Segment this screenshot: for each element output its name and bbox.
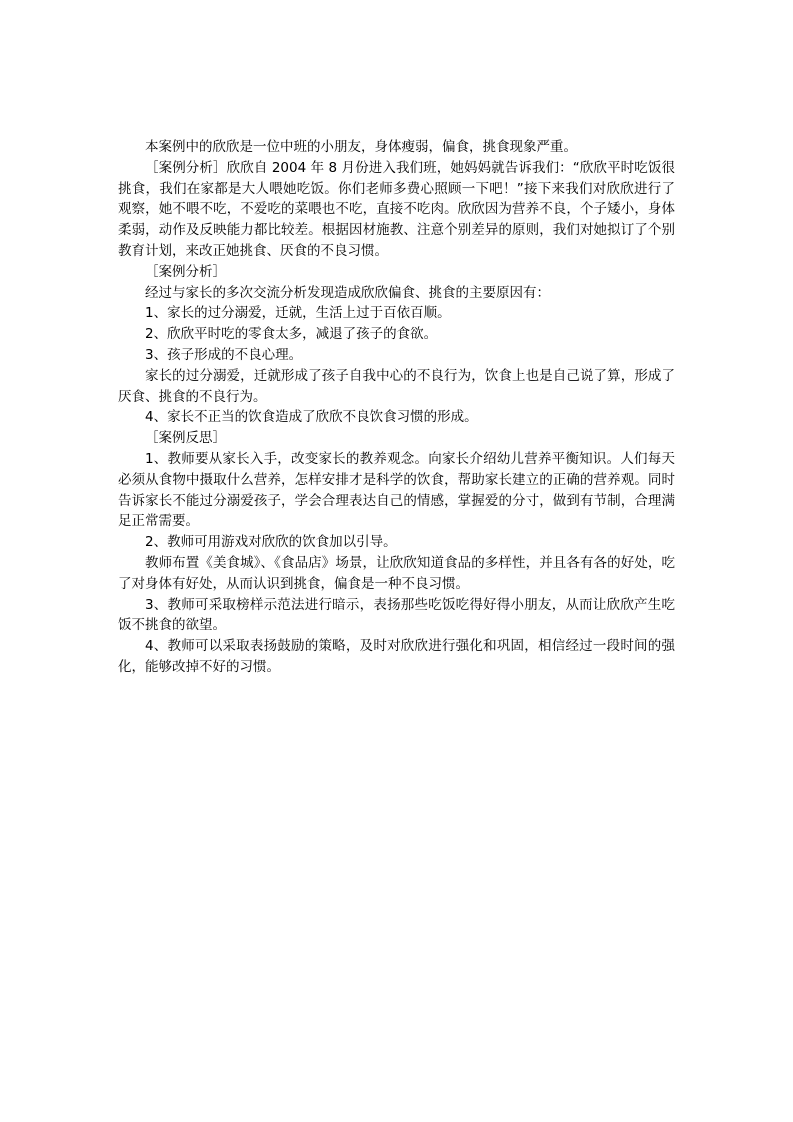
paragraph-case-background: ［案例分析］欣欣自 2004 年 8 月份进入我们班，她妈妈就告诉我们：“欣欣平时吃饭很挑食，我们在家都是大人喂她吃饭。你们老师多费心照顾一下吧！”接下来我们对欣欣进行了观察，她不喂不吃，不爱吃的菜喂也不吃，直接不吃肉。欣欣因为营养不良，个子矮小，身体柔弱，动作及反映能力都比较差。根据因材施教、注意个别差异的原则，我们对她拟订了个别教育计划，来改正她挑食、厌食的不良习惯。 <box>118 159 675 259</box>
paragraph-intro: 本案例中的欣欣是一位中班的小朋友，身体瘦弱，偏食，挑食现象严重。 <box>145 139 577 155</box>
list-item-reason-4: 4、家长不正当的饮食造成了欣欣不良饮食习惯的形成。 <box>145 409 478 426</box>
paragraph-game-setting: 教师布置《美食城》、《食品店》场景，让欣欣知道食品的多样性，并且各有各的好处，吃了对身体有好处，从而认识到挑食，偏食是一种不良习惯。 <box>118 554 675 592</box>
list-item-reason-3: 3、孩子形成的不良心理。 <box>145 346 303 363</box>
paragraph-reason-explanation: 家长的过分溺爱，迁就形成了孩子自我中心的不良行为，饮食上也是自己说了算，形成了厌食、挑食的不良行为。 <box>118 367 675 405</box>
list-item-reflection-3: 3、教师可采取榜样示范法进行暗示，表扬那些吃饭吃得好得小朋友，从而让欣欣产生吃饭不挑食的欲望。 <box>118 596 675 634</box>
document-body <box>118 137 675 678</box>
heading-case-analysis: ［案例分析］ <box>145 263 226 280</box>
list-item-reflection-2: 2、教师可用游戏对欣欣的饮食加以引导。 <box>145 534 397 551</box>
list-item-reason-1: 1、家长的过分溺爱，迁就，生活上过于百依百顺。 <box>145 305 451 322</box>
list-item-reflection-1: 1、教师要从家长入手，改变家长的教养观念。向家长介绍幼儿营养平衡知识。人们每天必须从食物中摄取什么营养，怎样安排才是科学的饮食，帮助家长建立的正确的营养观。同时告诉家长不能过分溺爱孩子，学会合理表达自己的情感，掌握爱的分寸，做到有节制，合理满足正常需要。 <box>118 450 675 530</box>
list-item-reason-2: 2、欣欣平时吃的零食太多，减退了孩子的食欲。 <box>145 326 438 343</box>
list-item-reflection-4: 4、教师可以采取表扬鼓励的策略，及时对欣欣进行强化和巩固，相信经过一段时间的强化，能够改掉不好的习惯。 <box>118 638 675 675</box>
paragraph-analysis-intro: 经过与家长的多次交流分析发现造成欣欣偏食、挑食的主要原因有： <box>145 284 550 301</box>
heading-case-reflection: ［案例反思］ <box>145 430 226 447</box>
